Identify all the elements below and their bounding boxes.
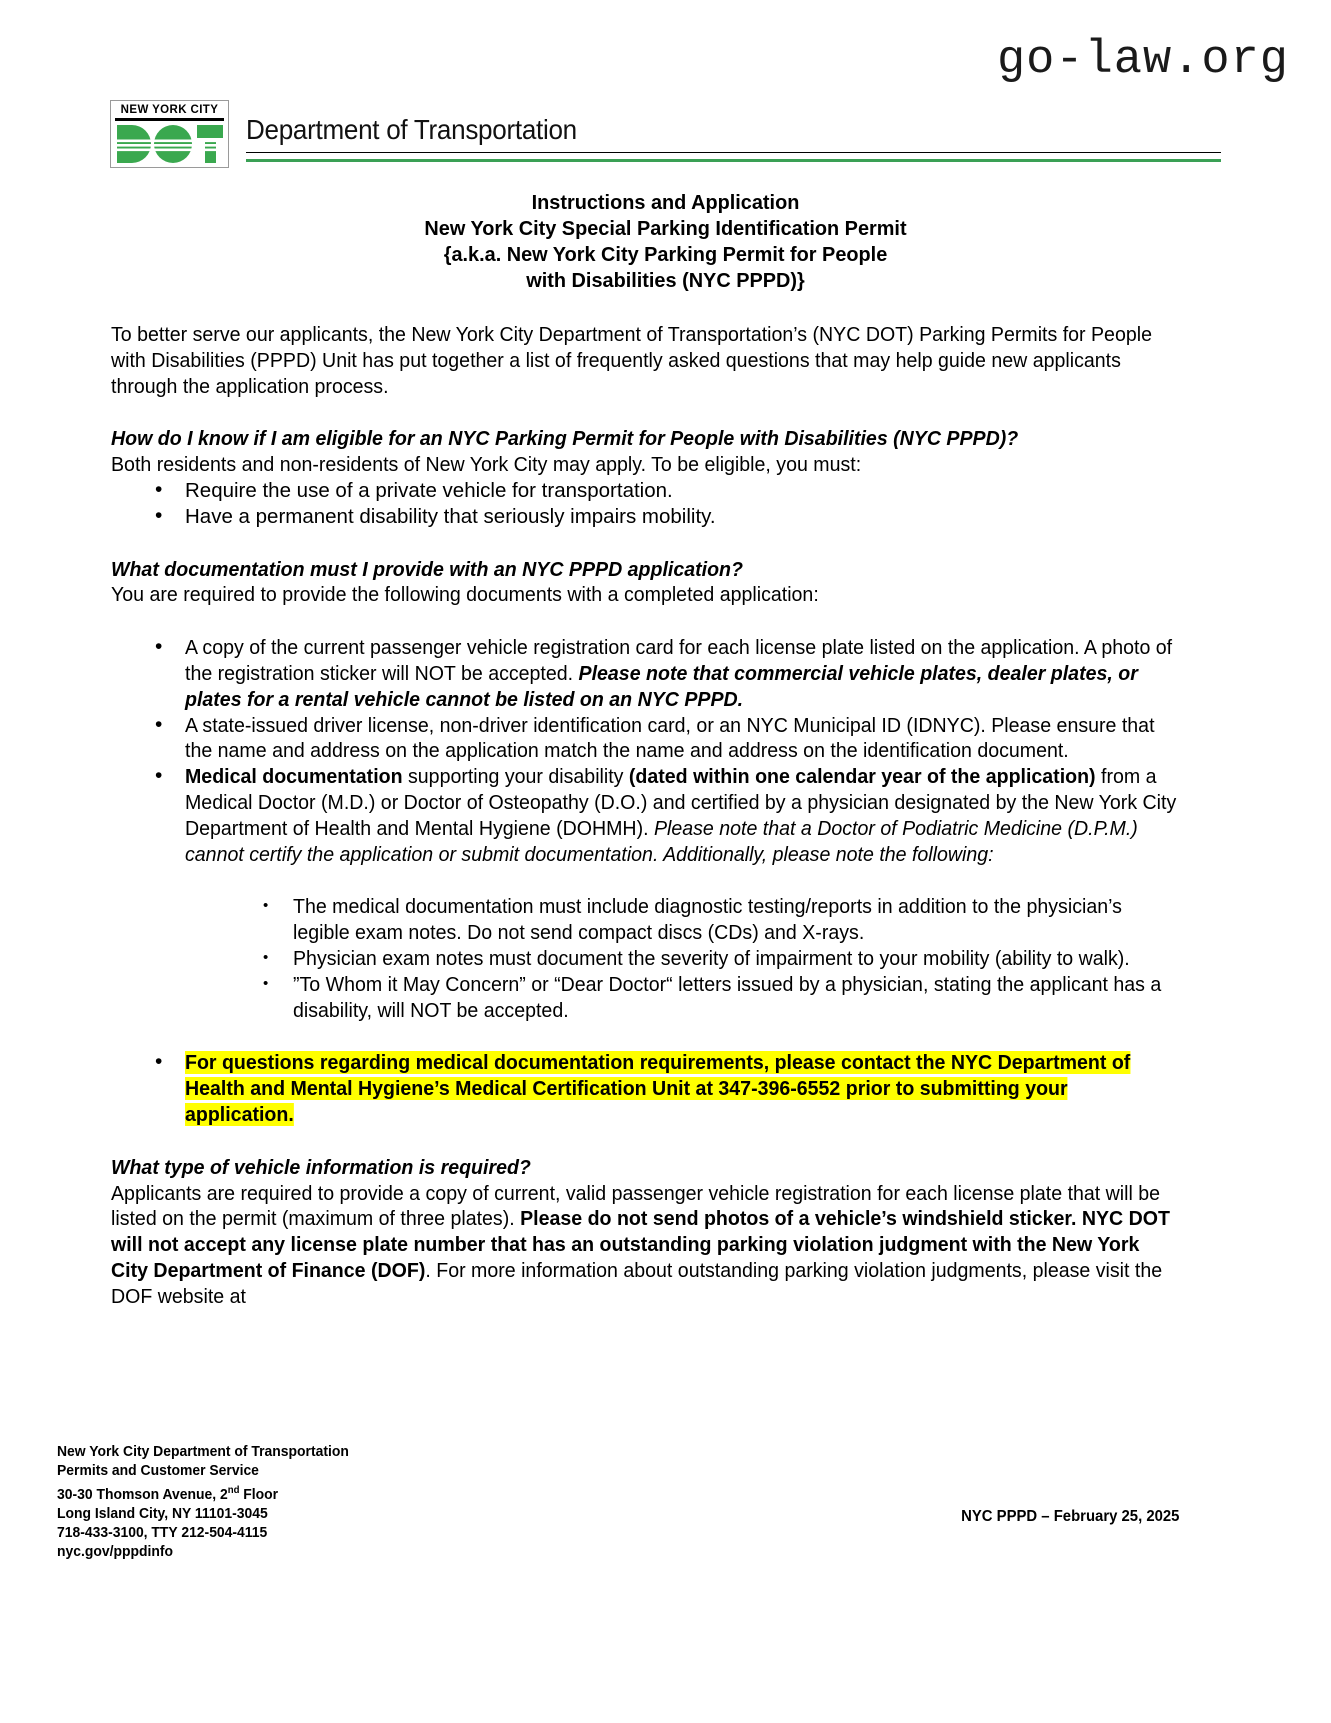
documentation-bullet-1 — [185, 635, 1179, 712]
spacer — [111, 867, 1181, 894]
spacer — [111, 530, 1181, 557]
bullet-1-emphasis: Please note that commercial vehicle plates, dealer plates, or plates for a rental vehicle cannot be listed on an NYC PPPD. — [185, 661, 1138, 711]
documentation-bullet-3 — [185, 764, 1179, 867]
vehicle-info-paragraph — [111, 1181, 1179, 1310]
intro-paragraph: To better serve our applicants, the New York City Department of Transportation’s (NYC DOT) Parking Permits for People with Disabilities (PPPD) Unit has put together a list of frequently asked questions that may help guide new applicants through the application process. — [111, 323, 1152, 398]
documentation-bullet-2: • A state-issued driver license, non-driver identification card, or an NYC Municipal ID (IDNYC). Please ensure that the name and address on the application match the name and address on the identification document. — [185, 713, 1155, 763]
spacer — [111, 1023, 1181, 1050]
agency-name: Department of Transportation — [246, 114, 577, 145]
footer-line-3-a: 30-30 Thomson Avenue, 2 — [57, 1486, 228, 1503]
footer-address-block — [57, 1443, 349, 1562]
footer-line-5: 718-433-3100, TTY 212-504-4115 — [57, 1524, 268, 1541]
footer-website[interactable]: nyc.gov/pppdinfo — [57, 1543, 173, 1560]
title-line-4: with Disabilities (NYC PPPD)} — [526, 269, 805, 292]
documentation-lead: You are required to provide the following documents with a completed application: — [111, 583, 819, 607]
bullet-3-bold-2: (dated within one calendar year of the application) — [628, 765, 1096, 789]
medical-sub-bullet-list — [111, 894, 1181, 1023]
list-item — [111, 972, 1181, 1024]
title-line-2: New York City Special Parking Identification Permit — [424, 217, 907, 240]
list-item — [111, 946, 1181, 972]
letterhead-rule-green — [246, 159, 1221, 162]
document-body — [111, 322, 1181, 1310]
highlighted-bullet-list — [111, 1050, 1181, 1127]
bullet-1-plain: A copy of the current passenger vehicle registration card for each license plate listed on the application. A photo of the registration sticker will NOT be accepted. — [185, 636, 1173, 685]
vehicle-plain-1: Applicants are required to provide a copy of current, valid passenger vehicle registration for each license plate that will be listed on the permit (maximum of three plates). — [111, 1181, 1161, 1231]
spacer — [111, 608, 1181, 635]
footer-line-2: Permits and Customer Service — [57, 1463, 259, 1479]
footer-line-1: New York City Department of Transportation — [57, 1444, 349, 1460]
letterhead — [110, 100, 1221, 172]
watermark-text: go-law.org — [996, 34, 1289, 87]
bullet-3-plain-1: supporting your disability — [402, 765, 629, 789]
documentation-bullet-list — [111, 635, 1181, 867]
nyc-dot-logo — [110, 100, 229, 168]
question-eligibility: How do I know if I am eligible for an NYC Parking Permit for People with Disabilities (NYC PPPD)? — [111, 427, 1019, 451]
logo-dot-letters-icon — [115, 123, 224, 165]
list-item — [111, 504, 1181, 530]
footer-line-4: Long Island City, NY 11101-3045 — [57, 1505, 268, 1522]
footer-line-3-sup: nd — [227, 1485, 240, 1496]
list-item — [111, 713, 1181, 765]
page-title — [20, 190, 1311, 294]
title-line-3: {a.k.a. New York City Parking Permit for People — [443, 243, 888, 266]
list-item — [111, 764, 1181, 867]
logo-top-text: NEW YORK CITY — [120, 104, 219, 116]
sub-bullet-2: • Physician exam notes must document the severity of impairment to your mobility (ability to walk). — [293, 946, 1130, 970]
letterhead-rule-black — [246, 152, 1221, 153]
title-line-1: Instructions and Application — [531, 191, 800, 214]
footer-document-id: NYC PPPD – February 25, 2025 — [960, 1508, 1179, 1525]
eligibility-bullet-2: Have a permanent disability that seriously impairs mobility. — [185, 504, 716, 528]
question-documentation: What documentation must I provide with an NYC PPPD application? — [111, 557, 743, 581]
highlighted-notice-text: For questions regarding medical documentation requirements, please contact the NYC Department of Health and Mental Hygiene’s Medical Certification Unit at 347-396-6552 prior to submitting your application. — [185, 1051, 1131, 1126]
highlighted-notice — [185, 1050, 1179, 1127]
list-item — [111, 478, 1181, 504]
list-item — [111, 1050, 1181, 1127]
eligibility-lead: Both residents and non-residents of New York City may apply. To be eligible, you must: — [111, 453, 862, 477]
footer-line-3-b: Floor — [239, 1486, 279, 1503]
sub-bullet-1: • The medical documentation must include diagnostic testing/reports in addition to the physician’s legible exam notes. Do not send compact discs (CDs) and X-rays. — [293, 895, 1122, 945]
list-item — [111, 635, 1181, 712]
eligibility-bullet-1: Require the use of a private vehicle for transportation. — [185, 478, 673, 502]
eligibility-bullet-list — [111, 478, 1181, 530]
spacer — [111, 399, 1181, 426]
logo-divider-rule — [115, 118, 224, 121]
footer-line-3 — [57, 1481, 349, 1505]
vehicle-plain-2: . For more information about outstanding parking violation judgments, please visit the DOF website at — [111, 1258, 1163, 1308]
list-item — [111, 894, 1181, 946]
sub-bullet-3: • ”To Whom it May Concern” or “Dear Doctor“ letters issued by a physician, stating the applicant has a disability, will NOT be accepted. — [293, 972, 1162, 1022]
spacer — [111, 1128, 1181, 1155]
bullet-3-plain-2: from a Medical Doctor (M.D.) or Doctor of Osteopathy (D.O.) and certified by a physician designated by the New York City Department of Health and Mental Hygiene (DOHMH). — [185, 765, 1177, 840]
question-vehicle-info: What type of vehicle information is required? — [111, 1155, 531, 1179]
vehicle-bold-1: Please do not send photos of a vehicle’s windshield sticker. NYC DOT will not accept any license plate number that has an outstanding parking violation judgment with the New York City Department of Finance (DOF) — [111, 1207, 1170, 1282]
bullet-3-bold-1: Medical documentation — [185, 765, 403, 789]
bullet-3-italic-1: Please note that a Doctor of Podiatric Medicine (D.P.M.) cannot certify the application or submit documentation. Additionally, please note the following: — [185, 816, 1138, 866]
